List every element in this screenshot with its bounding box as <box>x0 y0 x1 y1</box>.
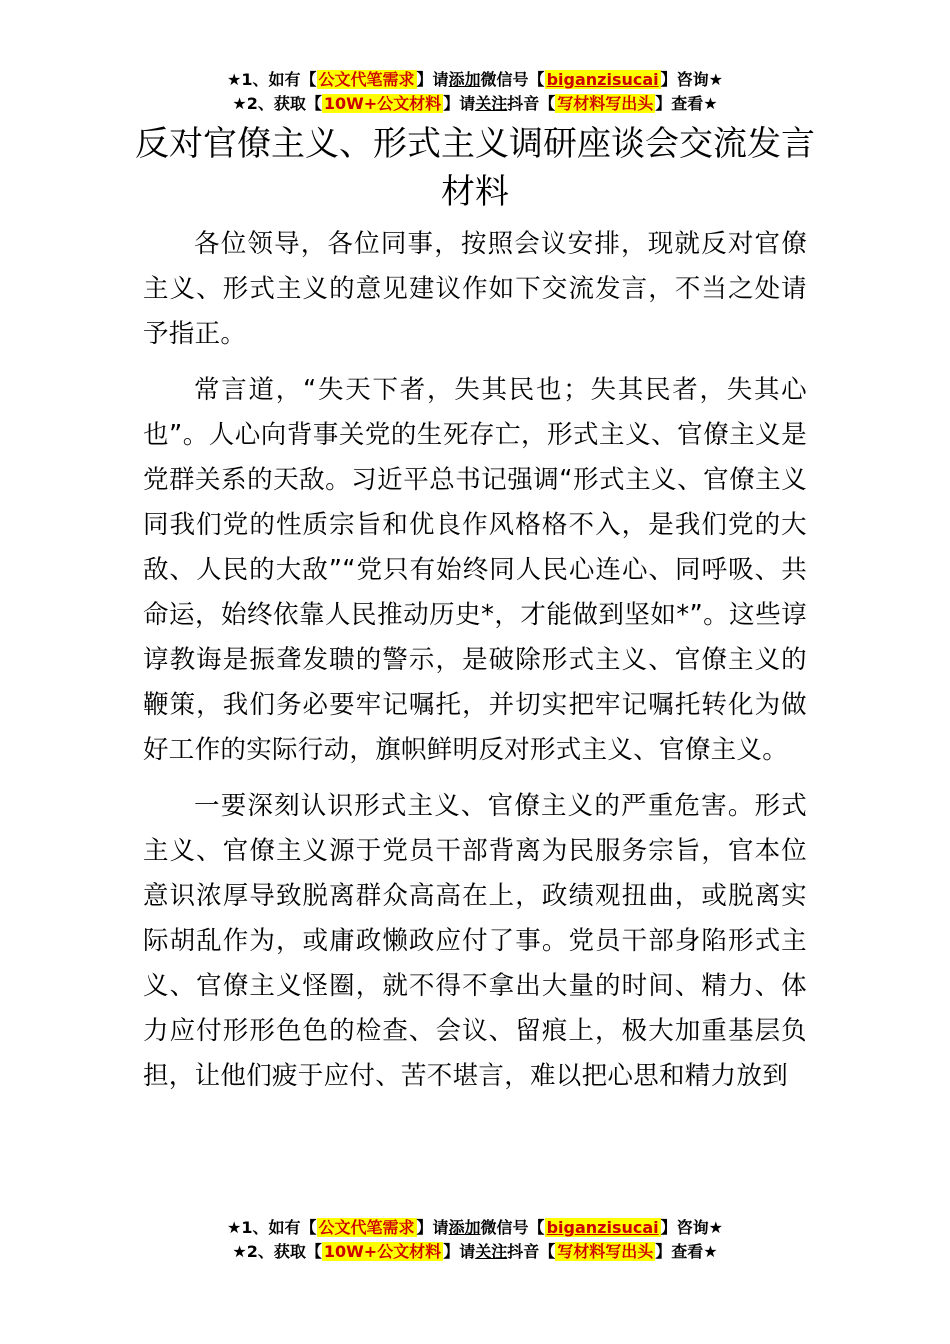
footer-promo-banner <box>0 1216 950 1264</box>
promo-line-2: ★2、获取【 10W+公文材料 】请关注抖音【 写材料写出头 】查看★ <box>232 1242 718 1261</box>
promo-line-1: ★1、如有【 公文代笔需求 】请添加微信号【 biganzisucai 】咨询★ <box>227 70 723 89</box>
promo-wechat-id: biganzisucai <box>546 1218 659 1237</box>
paragraph-1: 各位领导，各位同事，按照会议安排，现就反对官僚主义、形式主义的意见建议作如下交流发言，不当之处请予指正。 <box>143 229 807 349</box>
promo-highlight-service: 公文代笔需求 <box>318 1218 415 1237</box>
promo-highlight-service: 公文代笔需求 <box>318 70 415 89</box>
promo-douyin-account: 写材料写出头 <box>557 1242 654 1261</box>
document-title: 反对官僚主义、形式主义调研座谈会交流发言材料 <box>135 124 815 212</box>
promo-highlight-materials: 10W+公文材料 <box>323 1242 442 1261</box>
promo-line-1: ★1、如有【 公文代笔需求 】请添加微信号【 biganzisucai 】咨询★ <box>227 1218 723 1237</box>
header-promo-banner <box>0 68 950 116</box>
paragraph-3: 一要深刻认识形式主义、官僚主义的严重危害。形式主义、官僚主义源于党员干部背离为民服务宗旨，官本位意识浓厚导致脱离群众高高在上，政绩观扭曲，或脱离实际胡乱作为，或庸政懒政应付了事。党员干部身陷形式主义、官僚主义怪圈，就不得不拿出大量的时间、精力、体力应付形形色色的检查、会议、留痕上，极大加重基层负担，让他们疲于应付、苦不堪言，难以把心思和精力放到 <box>143 791 807 1091</box>
promo-douyin-account: 写材料写出头 <box>557 94 654 113</box>
paragraph-2: 常言道，“失天下者，失其民也；失其民者，失其心也”。人心向背事关党的生死存亡，形式主义、官僚主义是党群关系的天敌。习近平总书记强调“形式主义、官僚主义同我们党的性质宗旨和优良作风格格不入，是我们党的大敌、人民的大敌”“党只有始终同人民心连心、同呼吸、共命运，始终依靠人民推动历史*，才能做到坚如*”。这些谆谆教诲是振聋发聩的警示，是破除形式主义、官僚主义的鞭策，我们务必要牢记嘱托，并切实把牢记嘱托转化为做好工作的实际行动，旗帜鲜明反对形式主义、官僚主义。 <box>143 375 807 765</box>
document-body <box>143 222 807 1110</box>
promo-line-2: ★2、获取【 10W+公文材料 】请关注抖音【 写材料写出头 】查看★ <box>232 94 718 113</box>
promo-wechat-id: biganzisucai <box>546 70 659 89</box>
promo-highlight-materials: 10W+公文材料 <box>323 94 442 113</box>
